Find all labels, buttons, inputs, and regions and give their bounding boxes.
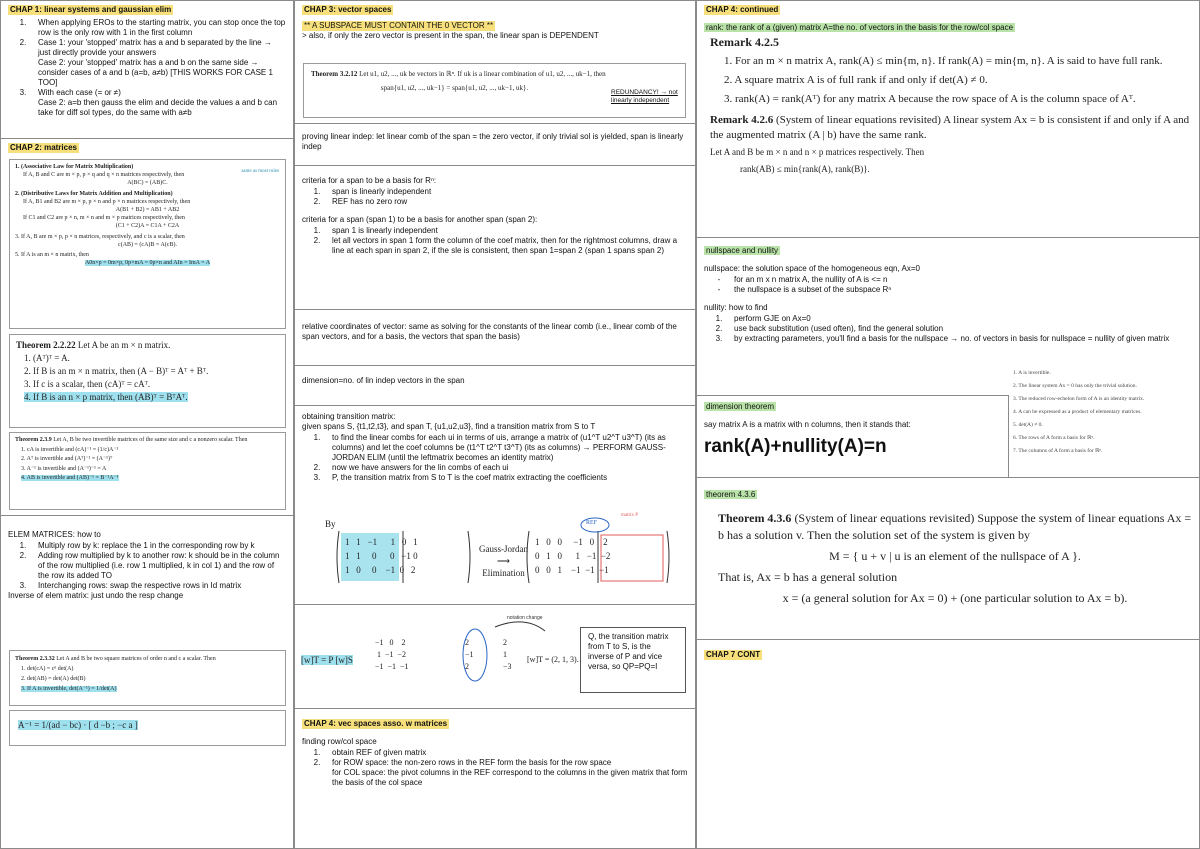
- theorem-2-3-9-image: Theorem 2.3.9 Let A, B be two invertible matrices of the same size and c a nonzero scalar. Then 1. cA is invertible and (cA)⁻¹ = (1/c)A⁻¹ 2. Aᵀ is invertible and (Aᵀ)⁻¹ = (A⁻¹)ᵀ 3. A⁻¹ is invertible and (A⁻¹)⁻¹ = A 4. AB is invertible and (AB)⁻¹ = B⁻¹A⁻¹: [9, 432, 286, 510]
- change-arrow: [495, 622, 545, 631]
- chap3-header: [295, 1, 695, 61]
- nullity-title: nullity: how to find: [704, 303, 768, 312]
- theorem-4-3-6-section: [697, 477, 1199, 639]
- nullspace-definition: nullspace: the solution space of the homogeneous eqn, Ax=0: [704, 264, 920, 273]
- subspace-note: ** A SUBSPACE MUST CONTAIN THE 0 VECTOR **: [304, 21, 494, 30]
- list-item: 1. Multiply row by k: replace the 1 in the corresponding row by k: [19, 541, 255, 550]
- list-item: - the nullspace is a subset of the subspace Rⁿ: [717, 285, 892, 294]
- bracket-right: [667, 531, 669, 583]
- theorem-3-2-12-image: Theorem 3.2.12 Let u1, u2, ..., uk be vectors in ℝⁿ. If uk is a linear combination of u1, u2, ..., uk−1, then span{u1, u2, ..., uk−1} = span{u1, u2, ..., uk−1, uk}.: [303, 63, 686, 118]
- theorem-4-3-6-image: Theorem 4.3.6 (System of linear equations revisited) Suppose the system of linear equations Ax = b has a solution v. Then the solution set of the system is given by M = { u + v | u is an element of the nullspace of A }. That is, Ax = b has a general solution x = (a general solution for Ax = 0) + (one particular solution to Ax = b).: [718, 511, 1192, 605]
- q-note-box: Q, the transition matrix from T to S, is the inverse of P and vice versa, so QP=PQ=I: [580, 627, 686, 693]
- also-note: > also, if only the zero vector is present in the span, the linear span is DEPENDENT: [302, 31, 599, 40]
- chap4-heading: CHAP 4: vec spaces asso. w matrices: [304, 719, 448, 728]
- dimension-block: [295, 365, 695, 405]
- matrix-p-label: matrix P: [621, 513, 639, 518]
- basis-title: criteria for a span to be a basis for Rⁿ:: [302, 176, 437, 185]
- linear-indep-block: [295, 123, 695, 165]
- list-item: 1. When applying EROs to the starting matrix, you can stop once the top row is the only row with 1 in the first column: [19, 18, 286, 37]
- gauss-jordan-label: Gauss-Jordan ⟶ Elimination: [479, 544, 528, 578]
- inverse-2x2-image: A⁻¹ = 1/(ad − bc) · [ d −b ; −c a ]: [9, 710, 286, 746]
- chap7-heading: CHAP 7 CONT: [706, 650, 761, 659]
- list-item: 2. Adding row multiplied by k to another row: k should be in the column of the row multiplied (i.e. row 1 multiplied, k in col 1) and the row of the row its added TO: [19, 551, 280, 580]
- list-item: Case 2: your 'stopped' matrix has a and b on the same side → consider cases of a and b (a=b, a≠b) [THIS WORKS FOR CASE 1 TOO]: [38, 58, 273, 87]
- invertibility-list: 1. A is invertible. 2. The linear system Ax = 0 has only the trivial solution. 3. The reduced row-echelon form of A is an identity matrix. 4. A can be expressed as a product of elementary matrices. 5. det(A) ≠ 0. 6. The rows of A form a basis for ℝⁿ. 7. The columns of A form a basis for ℝⁿ.: [1013, 370, 1145, 454]
- pw-equation: [w]T = P [w]S: [301, 655, 353, 665]
- chap2-section: [1, 138, 293, 848]
- list-item: 3. Interchanging rows: swap the respective rows in Id matrix: [19, 581, 242, 590]
- nullspace-heading: nullspace and nullity: [706, 246, 779, 255]
- chap4-section: [295, 708, 695, 848]
- pw-result: [w]T = (2, 1, 3).: [527, 655, 579, 664]
- remark-4-2-6: Remark 4.2.6 (System of linear equations revisited) A linear system Ax = b is consistent if and only if A and the augmented matrix (A | b) have the same rank. Let A and B be m × n and n × p matrices respectively. Then rank(AB) ≤ min{rank(A), rank(B)}.: [710, 114, 1190, 174]
- theorem-2-3-32-image: Theorem 2.3.32 Let A and B be two square matrices of order n and c a scalar. Then 1. det(cA) = cⁿ det(A) 2. det(AB) = det(A) det(B) 3. If A is invertible, det(A⁻¹) = 1/det(A): [9, 650, 286, 706]
- notation-change-note: notation change: [507, 615, 543, 621]
- list-item: 2. use back substitution (used often), find the general solution: [715, 324, 944, 333]
- list-item: 2. REF has no zero row: [313, 197, 408, 206]
- column-middle: [294, 0, 696, 849]
- elem-title: ELEM MATRICES: how to: [8, 530, 101, 539]
- list-item: 3. P, the transition matrix from S to T is the coef matrix extracting the coefficients: [313, 473, 608, 482]
- result-vector: 2 1 −3: [503, 638, 512, 671]
- remark-4-2-5: Remark 4.2.5 1. For an m × n matrix A, rank(A) ≤ min{m, n}. If rank(A) = min{m, n}. A is said to have full rank. 2. A square matrix A is of full rank if and only if det(A) ≠ 0. 3. rank(A) = rank(Aᵀ) for any matrix A because the row space of A is the column space of Aᵀ.: [710, 35, 1163, 105]
- basis2-title: criteria for a span (span 1) to be a basis for another span (span 2):: [302, 215, 538, 224]
- rowcol-title: finding row/col space: [302, 737, 377, 746]
- relative-coords-block: [295, 309, 695, 365]
- list-item: 2. now we have answers for the lin combs of each ui: [313, 463, 509, 472]
- list-item: 1. span is linearly independent: [313, 187, 432, 196]
- ref-label: REF: [586, 520, 598, 526]
- relative-coords-text: relative coordinates of vector: same as solving for the constants of the linear comb (i.e., linear comb of the span vectors, and for a basis, the vectors that span the basis): [302, 322, 677, 341]
- chap7-section: [697, 639, 1199, 848]
- dimension-text: dimension=no. of lin indep vectors in the span: [302, 376, 465, 385]
- gauss-jordan-image: By 1 1 −1 1 0 1 1 1 0 0 −1 0 1 0 0 −1 0 2 Gauss-Jordan ⟶ Elimination 1 0 0 −1 0 2 0 1 0 1 −1 −2 0 0 1 −1 −1 −1 REF matrix P: [303, 509, 686, 597]
- column-right: [696, 0, 1200, 849]
- redundancy-note: REDUNDANCY! → not linearly independent: [611, 89, 678, 104]
- list-item: 1. span 1 is linearly independent: [313, 226, 438, 235]
- list-item: 3. With each case (= or ≠): [19, 88, 121, 97]
- chap1-list: [8, 18, 286, 118]
- theorem-2-2-22-image: Theorem 2.2.22 Let A be an m × n matrix. 1. (Aᵀ)ᵀ = A. 2. If B is an m × n matrix, then (A − B)ᵀ = Aᵀ + Bᵀ. 3. If c is a scalar, then (cA)ᵀ = cAᵀ. 4. If B is an n × p matrix, then (AB)ᵀ = BᵀAᵀ.: [9, 334, 286, 428]
- theorem-4-3-6-tag: theorem 4.3.6: [706, 490, 756, 499]
- list-item: for COL space: the pivot columns in the REF correspond to the columns in the given matrix that form the basis of the col space: [332, 768, 688, 787]
- dimension-theorem-section: [697, 395, 1009, 477]
- chap4-cont-heading: CHAP 4: continued: [706, 5, 779, 14]
- example-vector: 2 −1 2: [465, 638, 474, 671]
- bracket-right: [468, 531, 470, 583]
- list-item: 1. to find the linear combs for each ui in terms of uis, arrange a matrix of (u1^T u2^T u3^T) (its as columns) and let the coef columns be (t1^T t2^T t3^T) (its as columns) → PERFORM GAUSS-JORDAN ELIM (until the leftmatrix becomes an identity matrix): [313, 433, 666, 462]
- chap4-cont-section: [697, 1, 1199, 235]
- list-item: Case 2: a=b then gauss the elim and decide the values a and b can take for diff sol types, do the same with a≠b: [38, 98, 278, 117]
- dimension-theorem-heading: dimension theorem: [706, 402, 775, 411]
- basis-criteria-block: [295, 165, 695, 309]
- chap2-heading: CHAP 2: matrices: [10, 143, 77, 152]
- rank-definition: rank: the rank of a (given) matrix A=the no. of vectors in the basis for the row/col space: [706, 23, 1014, 32]
- list-item: 2. let all vectors in span 1 form the column of the coef matrix, then for the rightmost columns, draw a line at each span in span 2, if the sle is consistent, then span 1=span 2 (span 1 spans span 2): [313, 236, 678, 255]
- list-item: 3. by extracting parameters, you'll find a basis for the nullspace → no. of vectors in basis for nullspace = nullity of given matrix: [715, 334, 1170, 343]
- chap1-section: [1, 1, 293, 131]
- elem-matrices-block: [1, 515, 293, 605]
- list-item: 1. obtain REF of given matrix: [313, 748, 427, 757]
- chap3-heading: CHAP 3: vector spaces: [304, 5, 392, 14]
- chap1-heading: CHAP 1: linear systems and gaussian elim: [10, 5, 172, 14]
- transition-given: given spans S, {t1,t2,t3}, and span T, {u1,u2,u3}, find a transition matrix from S to T: [302, 422, 596, 431]
- transition-title: obtaining transition matrix:: [302, 412, 396, 421]
- rank-nullity-equation: rank(A)+nullity(A)=n: [704, 436, 887, 457]
- linear-indep-text: proving linear indep: let linear comb of the span = the zero vector, if only trivial sol is yielded, span is linearly indep: [302, 132, 684, 151]
- vector-circle: [463, 629, 487, 681]
- elem-inverse-note: Inverse of elem matrix: just undo the resp change: [8, 591, 184, 600]
- list-item: 2. Case 1: your 'stopped' matrix has a and b separated by the line → just directly provide your answers: [19, 38, 272, 57]
- example-matrix: −1 0 2 1 −1 −2 −1 −1 −1: [375, 638, 409, 671]
- example-figure: [295, 605, 595, 705]
- transition-example-block: [295, 604, 695, 708]
- list-item: 2. for ROW space: the non-zero rows in the REF form the basis for the row space: [313, 758, 612, 767]
- right-matrix: 1 0 0 −1 0 2 0 1 0 1 −1 −2 0 0 1 −1 −1 −1: [535, 537, 611, 575]
- matrix-laws-image: 1. (Associative Law for Matrix Multiplication) If A, B and C are m × p, p × q and q × n matrices respectively, then A(BC) = (AB)C. same as most rules 2. (Distributive Laws for Matrix Addition and Multiplication) If A, B1 and B2 are m × p, p × n and p × n matrices respectively, then A(B1 + B2) = AB1 + AB2 If C1 and C2 are p × n, m × n and m × p matrices respectively, then (C1 + C2)A = C1A + C2A 3. If A, B are m × p, p × n matrices, respectively, and c is a scalar, then c(AB) = (cA)B = A(cB). 5. If A is an m × n matrix, then A0n×p = 0m×p, 0p×mA = 0p×n and AIn = ImA = A: [9, 159, 286, 329]
- list-item: 1. perform GJE on Ax=0: [715, 314, 811, 323]
- dimension-theorem-text: say matrix A is a matrix with n columns, then it stands that:: [704, 420, 911, 429]
- left-matrix: 1 1 −1 1 0 1 1 1 0 0 −1 0 1 0 0 −1 0 2: [345, 537, 418, 575]
- column-left: [0, 0, 294, 849]
- list-item: - for an m x n matrix A, the nullity of A is <= n: [717, 275, 888, 284]
- bracket-left: [337, 531, 339, 583]
